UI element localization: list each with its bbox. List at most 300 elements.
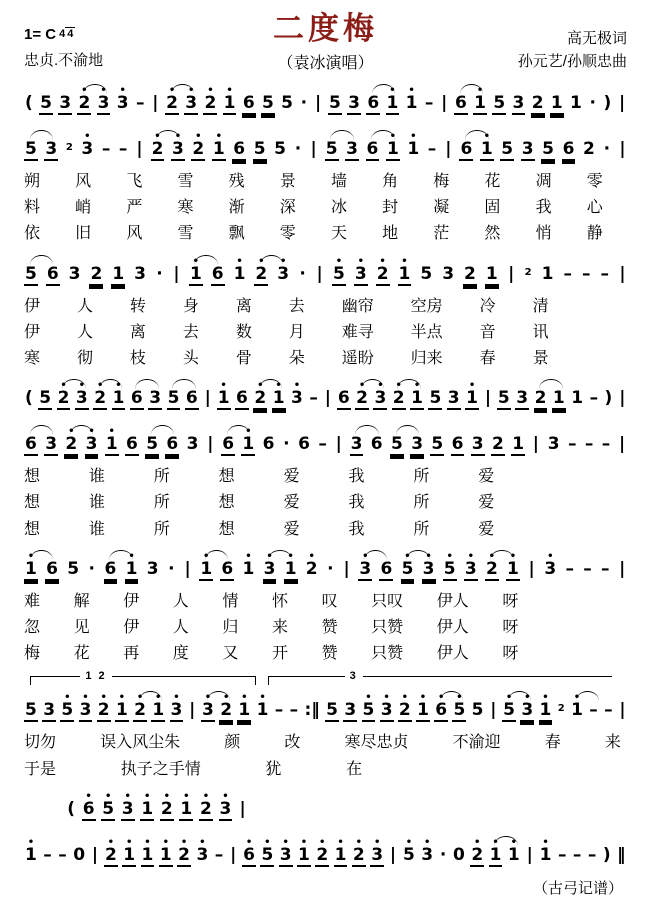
note: • 3 [521, 692, 534, 721]
note: 3 [344, 700, 357, 721]
lyric-syllable: 转 [129, 297, 146, 315]
lyric-syllable: 赞 [321, 645, 338, 663]
lyric-syllable: 爱 [478, 494, 495, 512]
note: • 1 [112, 380, 125, 409]
lyric-line [24, 297, 549, 316]
lyric-syllable: 伊 [123, 618, 140, 636]
lyric-line [24, 618, 518, 637]
note: 5 [420, 263, 433, 284]
notation-line-6 [24, 550, 627, 585]
note: 6 [166, 434, 179, 455]
dash: – [318, 434, 327, 455]
lyric-syllable: 所 [413, 520, 430, 538]
note: 5 [328, 93, 341, 114]
lyric-syllable: 切勿 [24, 734, 57, 752]
note: • 2 [254, 380, 267, 409]
note: • 3 [279, 836, 292, 865]
title-block [181, 12, 470, 73]
note: • 2 [160, 790, 173, 819]
note: • 1 [386, 131, 399, 160]
note: • 2 [134, 692, 146, 721]
lyric-syllable: 春 [479, 350, 496, 368]
note: 1 [485, 263, 498, 284]
lyric-syllable: 伊人 [436, 592, 469, 610]
lyric-syllable: 归来 [410, 350, 443, 368]
barline: | [528, 558, 535, 579]
lyric-syllable: 爱 [283, 520, 300, 538]
note: • 5 [401, 550, 414, 579]
lyric-syllable: 静 [586, 225, 603, 243]
note: • 1 [386, 85, 399, 114]
lyric-syllable: 飘 [228, 225, 245, 243]
note: 6 [46, 558, 58, 579]
note: 6 [562, 139, 575, 160]
note: • 3 [172, 131, 184, 160]
lyric-syllable: 朔 [24, 173, 41, 191]
note: • 1 [411, 380, 423, 409]
barline: | [335, 434, 342, 455]
volta-label: 3 [345, 670, 363, 682]
volta-brackets [24, 670, 627, 688]
lyric-syllable: 不渝迎 [452, 734, 501, 752]
note: • 2 [65, 426, 78, 455]
lyric-syllable: 呀 [502, 592, 519, 610]
note: 3 [512, 93, 525, 114]
note: 5 [431, 434, 444, 455]
rest: 0 [73, 844, 86, 865]
dash: – [309, 388, 318, 409]
note: 3 [471, 434, 484, 455]
lyric-syllable: 想 [218, 520, 235, 538]
lyric-syllable: 想 [24, 468, 41, 486]
open-paren: ( [25, 388, 33, 409]
lyric-syllable: 讯 [532, 323, 549, 341]
lyric-syllable: 朵 [288, 350, 305, 368]
barline: | [310, 139, 317, 160]
note: 3 [447, 388, 460, 409]
note: • 5 [453, 692, 466, 721]
barline: | [618, 434, 626, 455]
lyric-syllable: 我 [535, 199, 552, 217]
lyric-syllable: 花 [73, 645, 90, 663]
score-header [24, 12, 627, 73]
lyric-syllable: 谁 [88, 520, 105, 538]
dash: – [135, 93, 145, 114]
lyric-syllable: 依 [24, 225, 41, 243]
lyric-syllable: 半点 [410, 323, 443, 341]
note: • 1 [272, 380, 285, 409]
note: 5 [253, 139, 266, 160]
note: 1 [112, 263, 125, 284]
volta-bracket-second [268, 670, 612, 685]
note: • 3 [121, 790, 134, 819]
lyric-syllable: 冷 [479, 297, 496, 315]
note: 3 [68, 263, 81, 284]
lyric-syllable: 梅 [433, 173, 450, 191]
dash: – [601, 434, 611, 455]
lyric-syllable: 赞 [321, 618, 338, 636]
note: • 1 [284, 550, 297, 579]
lyric-syllable: 去 [182, 323, 199, 341]
lyric-line [24, 224, 603, 243]
note: • 3 [79, 692, 92, 721]
lyric-syllable: 爱 [478, 520, 495, 538]
note: 2 [534, 382, 548, 408]
note: • 5 [61, 692, 74, 721]
lyric-syllable: 只赞 [371, 645, 404, 663]
close-paren: ) [602, 844, 611, 865]
note: 3 [43, 700, 56, 721]
note: • 3 [116, 85, 129, 114]
note: • 2 [376, 255, 389, 284]
lyric-syllable: 心 [586, 199, 603, 217]
note: • 1 [489, 836, 502, 865]
lyric-syllable: 雪 [177, 225, 194, 243]
key-signature-block [24, 12, 181, 70]
lyric-syllable: 伊 [24, 297, 41, 315]
note: • 1 [539, 692, 552, 721]
lyric-line [24, 349, 549, 368]
note: 2 [90, 263, 103, 284]
note: • 5 [503, 692, 515, 721]
barline: | [526, 844, 533, 865]
note: • 3 [277, 255, 290, 284]
note: 2 [492, 434, 504, 455]
lyric-syllable: 想 [24, 494, 41, 512]
note: 6 [242, 93, 255, 114]
lyric-syllable: 解 [73, 592, 90, 610]
lyric-syllable: 度 [172, 645, 189, 663]
score [24, 87, 627, 871]
note: 3 [521, 139, 534, 160]
note: • 1 [200, 550, 213, 579]
lyric-syllable: 凋 [535, 173, 552, 191]
barline: | [207, 434, 214, 455]
lyric-syllable: 去 [288, 297, 305, 315]
note: • 2 [316, 836, 329, 865]
lyric-syllable: 景 [279, 173, 296, 191]
note: • 6 [435, 692, 448, 721]
lyric-syllable: 归 [222, 618, 239, 636]
lyric-syllable: 爱 [478, 468, 495, 486]
barline: | [445, 139, 452, 160]
note: • 3 [185, 85, 198, 114]
aug-dot: · [589, 93, 596, 114]
notation-line-1 [24, 87, 627, 119]
lyric-syllable: 骨 [235, 350, 252, 368]
dash: – [587, 844, 597, 865]
lyric-syllable: 彻 [76, 350, 93, 368]
note: • 2 [97, 692, 110, 721]
barline: | [619, 700, 626, 721]
note: • 1 [507, 550, 519, 579]
dash: – [600, 558, 610, 579]
dash: – [101, 139, 111, 160]
barline: | [316, 263, 323, 284]
lyric-syllable: 人 [76, 323, 93, 341]
note: • 1 [238, 692, 251, 721]
lyric-syllable: 开 [271, 645, 288, 663]
barline: | [173, 263, 180, 284]
note: 3 [45, 434, 58, 455]
note: 1 [541, 263, 554, 284]
note: 2 [531, 93, 544, 114]
close-paren: ) [604, 388, 613, 409]
note: • 2 [392, 380, 405, 409]
note: • 1 [539, 836, 552, 865]
barline: | [239, 798, 246, 819]
barline: | [343, 558, 350, 579]
lyric-syllable: 所 [413, 494, 430, 512]
lyric-syllable: 旧 [75, 225, 92, 243]
lyric-syllable: 然 [484, 225, 501, 243]
barline: | [324, 388, 331, 409]
dash: – [581, 263, 591, 284]
aug-dot: · [327, 558, 334, 579]
lyric-syllable: 难寻 [341, 323, 374, 341]
lyric-syllable: 人 [172, 618, 189, 636]
note: • 1 [141, 790, 154, 819]
note: 6 [46, 263, 59, 284]
note: • 2 [78, 85, 91, 114]
barline: | [619, 93, 626, 114]
note: • 1 [256, 692, 269, 721]
note: • 1 [212, 131, 225, 160]
note: 5 [24, 133, 38, 159]
aug-dot: · [88, 558, 96, 579]
note: • 1 [180, 790, 193, 819]
note: • 1 [141, 836, 154, 865]
final-barline: ‖ [617, 844, 626, 865]
barline: | [184, 558, 191, 579]
note: • 5 [362, 692, 375, 721]
note: 3 [346, 139, 358, 160]
note: 6 [233, 139, 246, 160]
lyric-syllable: 想 [218, 494, 235, 512]
note: • 1 [123, 836, 136, 865]
note: 2 [582, 139, 595, 160]
note: • 5 [102, 790, 115, 819]
volta-label: 1 2 [80, 670, 111, 682]
open-paren: ( [25, 93, 33, 114]
note: • 1 [242, 426, 255, 455]
note: 5 [67, 558, 80, 579]
lyric-syllable: 在 [346, 760, 363, 778]
note: 5 [325, 133, 339, 159]
lyric-syllable: 风 [75, 173, 92, 191]
note: • 1 [466, 380, 478, 409]
note: 2 [464, 263, 476, 284]
lyric-line [24, 592, 518, 611]
barline: | [136, 139, 143, 160]
dash: – [572, 844, 582, 865]
note: 6 [298, 434, 310, 455]
notation-line-10 [24, 836, 627, 871]
note: 5 [145, 428, 159, 454]
expression-marking: 忠贞.不渝地 [24, 52, 104, 69]
note: 5 [24, 258, 38, 284]
note: • 2 [151, 131, 164, 160]
note: 3 [350, 428, 364, 454]
note: • 2 [192, 131, 205, 160]
note: 5 [471, 700, 484, 721]
note: 3 [59, 93, 72, 114]
lyric-syllable: 改 [284, 734, 301, 752]
transcriber-credit: （古弓记谱） [532, 879, 623, 897]
note: • 5 [443, 550, 456, 579]
dash: – [584, 434, 594, 455]
note: 6 [370, 434, 383, 455]
note: 5 [542, 139, 554, 160]
aug-dot: · [156, 263, 163, 284]
note: • 1 [405, 85, 418, 114]
barline: | [189, 700, 196, 721]
lyric-syllable: 呀 [502, 645, 519, 663]
dash: – [583, 558, 592, 579]
barline: | [204, 388, 211, 409]
barline: | [441, 93, 448, 114]
note: • 3 [263, 550, 276, 579]
note: 3 [411, 434, 424, 455]
open-paren: ( [67, 798, 75, 819]
lyric-line [24, 733, 621, 752]
note: 6 [366, 133, 380, 159]
note: 1 [571, 388, 584, 409]
barline: | [490, 700, 497, 721]
note: • 3 [196, 836, 209, 865]
lyric-syllable: 想 [218, 468, 235, 486]
lyric-syllable: 伊 [123, 592, 140, 610]
lyric-syllable: 严 [126, 199, 143, 217]
note: 1 [512, 434, 525, 455]
note: • 5 [261, 836, 274, 865]
note: 1 [570, 93, 582, 114]
dash: – [557, 844, 567, 865]
note: • 6 [243, 836, 255, 865]
lyric-syllable: 爱 [283, 468, 300, 486]
lyric-line [24, 644, 518, 663]
lyric-line [24, 323, 549, 342]
lyric-syllable: 冰 [330, 199, 347, 217]
lyric-syllable: 寒 [24, 350, 41, 368]
note: • 3 [544, 550, 557, 579]
note: • 2 [356, 380, 368, 409]
note: • 2 [398, 692, 411, 721]
key-text: 1= C [24, 26, 57, 43]
note: 6 [459, 133, 473, 159]
note: 6 [221, 558, 234, 579]
note: • 1 [474, 85, 487, 114]
lyricist-credit: 高无极词 [566, 30, 627, 47]
lyric-syllable: 遥盼 [341, 350, 374, 368]
note: 6 [104, 553, 118, 579]
lyric-syllable: 所 [153, 468, 170, 486]
lyric-syllable: 雪 [177, 173, 194, 191]
note: 6 [454, 87, 468, 113]
note: • 2 [57, 380, 70, 409]
lyric-syllable: 又 [222, 645, 239, 663]
note: • 3 [202, 692, 214, 721]
note: • 3 [422, 550, 435, 579]
grace-note: 2 [524, 266, 532, 278]
note: 6 [185, 388, 198, 409]
lyric-syllable: 执子之手情 [120, 760, 201, 778]
dash: – [118, 139, 128, 160]
grace-note: 2 [65, 142, 73, 154]
note: 5 [167, 382, 181, 408]
meter-numerator: 4 [59, 28, 66, 41]
aug-dot: · [603, 139, 611, 160]
note: • 5 [333, 255, 345, 284]
note: • 1 [223, 85, 236, 114]
dash: – [589, 388, 599, 409]
note: • 1 [507, 836, 520, 865]
note: • 1 [125, 550, 138, 579]
dash: – [565, 558, 574, 579]
lyric-syllable: 清 [532, 297, 549, 315]
barline: | [389, 844, 397, 865]
lyric-syllable: 音 [479, 323, 496, 341]
note: 5 [501, 139, 514, 160]
lyric-syllable: 茫 [433, 225, 450, 243]
note: 1 [550, 93, 563, 114]
note: 5 [497, 388, 510, 409]
note: • 2 [305, 550, 318, 579]
note: 5 [274, 139, 286, 160]
dash: – [600, 263, 609, 284]
lyric-syllable: 零 [279, 225, 296, 243]
note: 5 [281, 93, 293, 114]
note: • 3 [354, 255, 367, 284]
note: • 2 [199, 790, 212, 819]
close-paren: ) [603, 93, 612, 114]
note: • 1 [571, 692, 583, 721]
note: • 3 [75, 380, 88, 409]
note: • 3 [81, 131, 94, 160]
lyric-syllable: 凝 [433, 199, 450, 217]
note: 5 [429, 388, 442, 409]
note: • 1 [25, 836, 37, 865]
notation-line-5 [24, 428, 627, 460]
note: 6 [380, 558, 393, 579]
dash: – [604, 700, 613, 721]
lyric-syllable: 天 [330, 225, 347, 243]
lyric-syllable: 爱 [283, 494, 300, 512]
rest: 0 [453, 844, 465, 865]
lyric-syllable: 身 [182, 297, 199, 315]
credits-block [470, 12, 627, 73]
note: • 1 [334, 836, 347, 865]
note: 5 [390, 428, 404, 454]
note: 3 [442, 263, 455, 284]
dash: – [427, 139, 437, 160]
dash: – [274, 700, 284, 721]
aug-dot: · [300, 93, 308, 114]
note: 3 [45, 139, 58, 160]
note: 6 [24, 428, 38, 454]
note: 1 [552, 388, 565, 409]
lyric-syllable: 幽帘 [341, 297, 374, 315]
note: • 2 [352, 836, 365, 865]
lyric-syllable: 深 [279, 199, 296, 217]
note: • 1 [233, 255, 246, 284]
note: • 2 [485, 550, 498, 579]
barline: | [619, 139, 626, 160]
lyric-syllable: 料 [24, 199, 41, 217]
note: 6 [130, 382, 144, 408]
lyric-line [24, 493, 494, 512]
lyric-syllable: 伊人 [436, 645, 469, 663]
